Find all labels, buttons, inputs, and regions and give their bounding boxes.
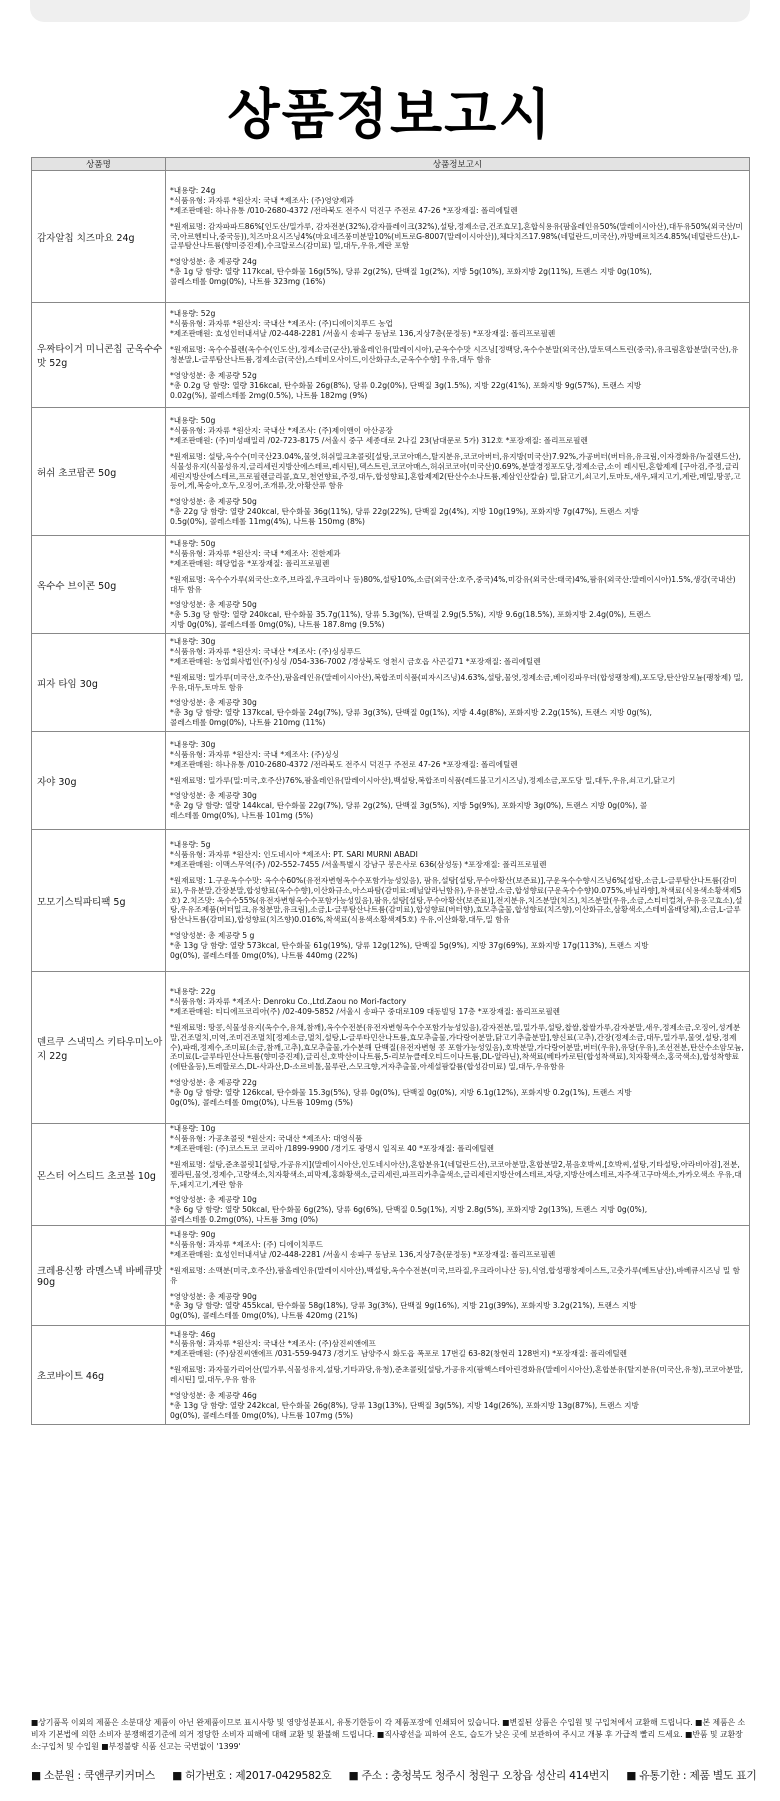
product-info [166, 171, 750, 303]
info-content: *내용량: 52g [170, 309, 216, 319]
table-row [32, 408, 750, 536]
company-info-line [31, 1768, 757, 1783]
info-nutrition-total: *영양성분: 총 제공량 10g [170, 1195, 257, 1205]
info-maker: *제조판매원: 해당업음 *포장재질: 폴리프로필렌 [170, 558, 330, 568]
info-content: *내용량: 46g [170, 1329, 216, 1339]
info-nutrition-values: *총 3g 당 함량: 열량 455kcal, 탄수화물 58g(18%), 당류 3g(3%), 단백질 9g(16%), 지방 21g(39%), 포화지방 3.2g(21%), 트랜스 지방 [170, 1301, 637, 1311]
table-row [32, 1124, 750, 1226]
info-nutrition-values: *총 1g 당 함량: 열량 117kcal, 탄수화물 16g(5%), 당류 2g(2%), 단백질 1g(2%), 지방 5g(10%), 포화지방 2g(11%), 트랜스 지방 0g(10%), [170, 267, 652, 277]
info-nutrition-values-cont: 레스테롤 0mg(0%), 나트륨 101mg (5%) [170, 811, 314, 821]
info-content: *내용량: 5g [170, 840, 211, 850]
header-product-name: 상품명 [32, 158, 166, 171]
info-nutrition-values-cont: 콜레스테롤 0mg(0%), 나트륨 323mg (16%) [170, 277, 326, 287]
info-nutrition-total: *영양성분: 총 제공량 24g [170, 257, 257, 267]
table-row [32, 303, 750, 408]
info-nutrition-total: *영양성분: 총 제공량 30g [170, 698, 257, 708]
info-nutrition-values: *총 13g 당 함량: 열량 242kcal, 탄수화물 26g(8%), 당류 13g(13%), 단백질 3g(5%), 지방 14g(26%), 포화지방 13g(87%), 트랜스 지방 [170, 1400, 639, 1410]
info-content: *내용량: 90g [170, 1230, 216, 1240]
product-name: 피자 타임 30g [32, 634, 166, 732]
info-nutrition-total: *영양성분: 총 제공량 90g [170, 1291, 257, 1301]
info-content: *내용량: 22g [170, 987, 216, 997]
product-info [166, 634, 750, 732]
table-body [32, 171, 750, 1425]
info-maker: *제조판매원: 이맥스무역(주) /02-552-7455 /서울특별시 강남구 봉은사로 636(삼성동) *포장재질: 폴리프로필렌 [170, 859, 547, 869]
product-info [166, 536, 750, 634]
table-row [32, 1326, 750, 1425]
address-info: ■ 주소 : 충청북도 청주시 청원구 오창읍 성산리 414번지 [348, 1769, 610, 1782]
license-info: ■ 허가번호 : 제2017-0429582호 [172, 1769, 332, 1782]
info-nutrition-total: *영양성분: 총 제공량 50g [170, 600, 257, 610]
info-content: *내용량: 10g [170, 1124, 216, 1133]
info-type: *식품유형: 과자류 *원산지: 국내산 *제조사: (주)삼진씨앤에프 [170, 1339, 376, 1349]
info-nutrition-values: *총 6g 당 함량: 열량 50kcal, 탄수화물 6g(2%), 당류 6g(6%), 단백질 0.5g(1%), 지방 2.8g(5%), 포화지방 2g(13%), 트랜스 지방 0g(0%), [170, 1205, 648, 1215]
product-name: 허쉬 초코팝콘 50g [32, 408, 166, 536]
info-ingredients: *원재료명: 땅콩,식물성유지(옥수수,유채,참깨),옥수수전분(유전자변형옥수수포함가능성있음),감자전분,밀,밀가루,설탕,찹쌀,찹쌀가루,감자분말,새우,정제소금,오징어,성게분말,건조멸치,미역,조미건조멸치[정제소금,멸치,설탕,L-글루타민산나트륨,효모추출물,가다랑어분말,닭고기추출분말],향신료(고추),간장(정제소금,대두,밀가루,물엿,설탕,정제수),파래,정제수,조미료(소금,참깨,고추),효모추출물,가수분해 단백질(유전자변형 콩 포함가능성있음),호박분말,가다랑어분말,버터(우유),유당(우유),조선전분,탄산수소암모늄,조미료(L-글루타민산나트륨(향미증진제),글리신,호박산이나트륨,5-리보뉴클레오티드이나트륨,DL-알라닌),착색료(베타카로틴(합성착색료),치자황색소,홍국색소),합성착향료(에탄올등),트레할로스,DL-사과산,D-소르비톨,물루란,스모크향,겨자추출물,아세설팜칼륨(합성감미료) 밀,대두,우유함유 [170, 1022, 744, 1072]
info-nutrition-values-cont: 0.02g(%), 콜레스테롤 2mg(0.5%), 나트륨 182mg (9%) [170, 390, 368, 400]
info-content: *내용량: 30g [170, 739, 216, 749]
info-nutrition-total: *영양성분: 총 제공량 46g [170, 1391, 257, 1401]
info-nutrition-values: *총 0.2g 당 함량: 열량 316kcal, 탄수화물 26g(8%), 당류 0.2g(0%), 단백질 3g(1.5%), 지방 22g(41%), 포화지방 9g(57%), 트랜스 지방 [170, 380, 642, 390]
info-ingredients: *원재료명: 밀가루(밀:미국,호주산)76%,팜올레인유(말레이시아산),백설탕,복합조미식품(레드불고기시즈닝),정제소금,포도당 밀,대두,우유,쇠고기,닭고기 [170, 775, 676, 785]
info-type: *식품유형: 과자류 *원산지: 국내산 *제조사: (주)디에이치푸드 농업 [170, 319, 393, 329]
info-type: *식품유형: 과자류 *원산지: 국내산 *제조사: (주)싱싱푸드 [170, 646, 362, 656]
info-nutrition-values-cont: 지방 0g(0%), 콜레스테롤 0mg(0%), 나트륨 187.8mg (9.5%) [170, 620, 385, 630]
info-type: *식품유형: 과자류 *원산지: 국내 *제조사: 진한제과 [170, 548, 341, 558]
info-nutrition-total: *영양성분: 총 제공량 22g [170, 1078, 257, 1088]
info-nutrition-values-cont: 콜레스테롤 0mg(0%), 나트륨 210mg (11%) [170, 718, 326, 728]
expiry-info: ■ 유통기한 : 제품 별도 표기 [626, 1769, 757, 1782]
info-content: *내용량: 30g [170, 636, 216, 646]
info-nutrition-values-cont: 콜레스테롤 0.2mg(0%), 나트륨 3mg (0%) [170, 1215, 319, 1225]
info-ingredients: *원재료명: 소맥분(미국,호주산),팜올레인유(말레이시아산),백설탕,옥수수전분(미국,브라질,우크라이나산 등),식염,합성팽창제이스트,고춧가루(베트남산),바베큐시즈닝 밀 함유 [170, 1265, 740, 1285]
product-info [166, 732, 750, 830]
header-product-info: 상품정보고시 [166, 158, 750, 171]
info-nutrition-values: *총 2g 당 함량: 열량 144kcal, 탄수화물 22g(7%), 당류 2g(2%), 단백질 3g(5%), 지방 5g(9%), 포화지방 3g(0%), 트랜스 지방 0g(0%), 콜 [170, 801, 648, 811]
product-name: 옥수수 브이콘 50g [32, 536, 166, 634]
info-nutrition-values-cont: 0g(0%), 콜레스테롤 0mg(0%), 나트륨 109mg (5%) [170, 1098, 353, 1108]
product-name: 자야 30g [32, 732, 166, 830]
top-tab-bar [30, 0, 750, 22]
info-maker: *제조판매원: 효성인터내셔날 /02-448-2281 /서울시 송파구 동남로 136,지상7층(문정동) *포장재질: 폴리프로필렌 [170, 329, 556, 339]
table-row [32, 634, 750, 732]
info-type: *식품유형: 과자류 *제조사: (주) 디에이치푸드 [170, 1239, 323, 1249]
table-row [32, 732, 750, 830]
product-info [166, 1226, 750, 1326]
product-info [166, 830, 750, 972]
product-info [166, 972, 750, 1124]
info-content: *내용량: 24g [170, 185, 216, 195]
info-maker: *제조판매원: (주)미성패밀리 /02-723-8175 /서울시 중구 세종대로 2나길 23(남대문로 5가) 312호 *포장재질: 폴리프로필렌 [170, 435, 588, 445]
info-nutrition-total: *영양성분: 총 제공량 5 g [170, 931, 255, 941]
info-ingredients: *원재료명: 밀가루(미국산,호주산),팜올레인유(말레이시아산),복합조미식품(피자시즈닝)4.63%,설탕,물엿,정제소금,베이킹파우더(합성팽창제),포도당,탄산암모늄(팽창제) 밀,우유,대두,토마토 함유 [170, 672, 744, 692]
info-nutrition-values: *총 13g 당 함량: 열량 573kcal, 탄수화물 61g(19%), 당류 12g(12%), 단백질 5g(9%), 지방 37g(69%), 포화지방 17g(113%), 트랜스 지방 [170, 941, 649, 951]
product-info [166, 408, 750, 536]
info-nutrition-values-cont: 0.5g(0%), 콜레스테롤 11mg(4%), 나트륨 150mg (8%) [170, 517, 365, 527]
info-content: *내용량: 50g [170, 415, 216, 425]
info-maker: *제조판매원: (주)코스트코 코리아 /1899-9900 /경기도 광명시 일직로 40 *포장재질: 폴리에틸렌 [170, 1143, 494, 1153]
info-maker: *제조판매원: 하나유통 /010-2680-4372 /전라북도 전주시 덕진구 주전로 47-26 *포장재질: 폴리에틸렌 [170, 759, 518, 769]
info-ingredients: *원재료명: 옥수수볼렌(옥수수(인도산),정제소금(군산),팜올레인유(말레이시아),군옥수수맛 시즈닝[정백당,옥수수분말(외국산),말토덱스트린(중국),유크림혼합분말(국산),유청분말,L-글루탐산나트륨,정제소금(국산),스테비오사이드,이산화규소,군옥수수향] 우유,대두 함유 [170, 345, 739, 364]
table-row [32, 171, 750, 303]
info-nutrition-total: *영양성분: 총 제공량 30g [170, 791, 257, 801]
seller-info: ■ 소분원 : 쿡앤쿠키커머스 [31, 1769, 155, 1782]
info-nutrition-values-cont: 0g(0%), 콜레스테롤 0mg(0%), 나트륨 440mg (22%) [170, 951, 358, 961]
info-content: *내용량: 50g [170, 538, 216, 548]
info-nutrition-values-cont: 0g(0%), 콜레스테롤 0mg(0%), 나트륨 420mg (21%) [170, 1311, 358, 1321]
info-maker: *제조판매원: 티디에프코리아(주) /02-409-5852 /서울시 송파구 중대로109 대동빌딩 17층 *포장재질: 폴리프로필렌 [170, 1006, 561, 1016]
product-info [166, 303, 750, 408]
product-info [166, 1124, 750, 1226]
info-nutrition-values-cont: 0g(0%), 콜레스테롤 0mg(0%), 나트륨 107mg (5%) [170, 1410, 353, 1420]
table-row [32, 1226, 750, 1326]
info-ingredients: *원재료명: 감자파파드86%[인도산/밀가루, 감자전분(32%),감자플레이크(32%),설탕,정제소금,건조효모],혼합식용유(팜올레인유50%(말레이시아산),대두유50%(외국산/미국,아르헨티나,중국등)),치즈마요시즈닝4%(마요네즈풍미분말10%(비트로G-8007(말레이시아산)),체다치즈17.98%(네덜란드,미국산),까망베르치즈4.85%(네덜란드산),L-글루탐산나트륨(향미증진제),수크랄로스(감미료) 밀,대두,우유,계란 포함 [170, 221, 743, 251]
info-type: *식품유형: 과자류 *원산지: 국내 *제조사: (주)싱싱 [170, 749, 340, 759]
product-notice-table [31, 157, 750, 1425]
info-type: *식품유형: 과자류 *원산지: 국내산 *제조사: (주)제이앤이 아산공장 [170, 425, 393, 435]
product-name: 감자알칩 치즈마요 24g [32, 171, 166, 303]
info-nutrition-values: *총 22g 당 함량: 열량 240kcal, 탄수화물 36g(11%), 당류 22g(22%), 단백질 2g(4%), 지방 10g(19%), 포화지방 7g(47%), 트랜스 지방 [170, 507, 639, 517]
product-name: 모모기스틱파티팩 5g [32, 830, 166, 972]
info-type: *식품유형: 과자류 *원산지: 국내 *제조사: (주)영양제과 [170, 195, 354, 205]
info-nutrition-total: *영양성분: 총 제공량 50g [170, 497, 257, 507]
notice-footer [31, 1717, 749, 1753]
info-type: *식품유형: 과자류 *제조사: Denroku Co.,Ltd.Zaou no Mori-factory [170, 996, 407, 1006]
info-ingredients: *원재료명: 설탕,옥수수(미국산23.04%,물엿,허쉬밀크초콜릿[설탕,코코아매스,탈지분유,코코아버터,유지방(미국산)7.92%,가공버터(버터유,유크림,이자경화유/뉴질랜드산),식물성유지(식물성유지,글리세린지방산에스테르,레시틴),덱스트린,코코아매스,허쉬코코아(미국산)0.69%,분말경정포도당,정제소금,소이 레시틴,혼합제제 [구아검,주정,글리세린지방산에스테르,프로필렌글리콜,효모,천연향료,주정,대두,합성향료],혼합제제2(탄산수소나트륨,제삼인산칼슘) 밀,닭고기,쇠고기,토마토,새우,돼지고기,계란,메밀,땅콩,고등어,게,복숭아,호두,오징어,조개류,잣,아황산류 함유 [170, 451, 741, 491]
footer-notice-text: ■상기품목 이외의 제품은 소분대상 제품이 아닌 완제품이므로 표시사항 및 영양성분표시, 유통기한등이 각 제품포장에 인쇄되어 있습니다. ■변질된 상품은 수입원 및 구입처에서 교환해 드립니다. ■본 제품은 소비자 기본법에 의한 소비자 분쟁해결기준에 의거 정당한 소비자 피해에 대해 교환 및 환불해 드립니다. ■직사광선을 피하여 온도, 습도가 낮은 곳에 보관하여 주시고 개봉 후 가급적 빨리 드세요. ■반품 및 교환장소:구입처 및 수입원 ■부정불량 식품 신고는 국번없이 '1399' [31, 1718, 746, 1751]
product-info [166, 1326, 750, 1425]
product-name: 초코바이트 46g [32, 1326, 166, 1425]
table-header-row [32, 158, 750, 171]
product-name: 몬스터 어스티드 초코볼 10g [32, 1124, 166, 1226]
info-type: *식품유형: 과자류 *원산지: 인도네시아 *제조사: PT. SARI MURNI ABADI [170, 849, 418, 859]
info-ingredients: *원재료명: 과자물가리어산(밀가루,식물성유지,설탕,기타과당,유청),준초콜릿[설탕,가공유지(팜핵스테아린경화유(말레이시아산),혼합분유(탈지분유(미국산,유청),코코아분말,레시틴] 밀,대두,우유 함유 [170, 1365, 744, 1385]
info-maker: *제조판매원: 농업회사법인(주)싱싱 /054-336-7002 /경상북도 영천시 금호읍 사곤길71 *포장재질: 폴리에틸렌 [170, 656, 541, 666]
product-name: 덴르쿠 스낵믹스 키타우미노아지 22g [32, 972, 166, 1124]
info-maker: *제조판매원: 효성인터내셔날 /02-448-2281 /서울시 송파구 동남로 136,지상7층(문정동) *포장재질: 폴리프로필렌 [170, 1249, 556, 1259]
info-ingredients: *원재료명: 1.구운옥수수맛: 옥수수60%(유전자변형옥수수포함가능성있음), 팜유,설탕[설탕,무수아황산(보존료)],구운옥수수향시즈닝6%[설탕,소금,L-글루탐산나트륨(감미료),우유분말,간장분말,합성향료(옥수수향),이산화규소,아스파탐(감미료:페닐알라닌함유),우유분말,소금,합성향료(구운옥수수향)0.075%,바닐라향],착색료(식용색소황색제5호) 2.치즈맛: 옥수수55%(유전자변형옥수수포함가능성있음),팜유,설탕[설탕,무수아황산(보존료)],전지분유,치즈분말(치즈),치즈분말(우유,소금,스티터컬쳐,우유응고효소),설탕,우유조제품(버터밀크,유청분말,유크림),소금,L-글루탐산나트륨(감미료),합성향료(버터향),효모추출물,합성향료(치즈향),이산화규소,삼황색소,스테비올배당체),소금,L-글루탐산나트륨(감미료),합성향료(치즈향)0.016%,착색료(식용색소황색제5호) 우유,이산화황,대두,밀 함유 [170, 875, 743, 925]
info-ingredients: *원재료명: 설탕,준초콜릿1[설탕,가공유지](말레이시아산,인도네시아산),혼합분유1(네덜란드산),코코아분말,혼합분말2,볶음호박씨,[호박씨,설탕,기타설탕,아라비아검],전분,젤라틴,물엿,정제수,고량색소,치자황색소,피막제,홍화황색소,글리세린,파프리카추출색소,글리세린지방산에스테르,자당,지방산에스테르,자주색고구마색소,카카오색소 우유,대두,돼지고기,계란 함유 [170, 1159, 742, 1189]
info-maker: *제조판매원: (주)삼진씨앤에프 /031-559-9473 /경기도 남양주시 화도읍 폭포로 17번길 63-82(창현리 128번지) *포장재질: 폴리에틸렌 [170, 1349, 627, 1359]
info-ingredients: *원재료명: 옥수수가루(외국산:호주,브라질,우크라이나 등)80%,설탕10%,소금(외국산:호주,중국)4%,미강유(외국산:태국)4%,팜유(외국산:말레이시아)1.5%,생강(국내산) 대두 함유 [170, 574, 736, 594]
info-maker: *제조판매원: 하나유통 /010-2680-4372 /전라북도 전주시 덕진구 주전로 47-26 *포장재질: 폴리에틸렌 [170, 205, 518, 215]
info-nutrition-values: *총 5.3g 당 함량: 열량 240kcal, 탄수화물 35.7g(11%), 당류 5.3g(%), 단백질 2.9g(5.5%), 지방 9.6g(18.5%), 포화지방 2.4g(0%), 트랜스 [170, 610, 651, 620]
info-type: *식품유형: 가공초콜릿 *원산지: 국내산 *제조사: 대영식품 [170, 1133, 363, 1143]
table-row [32, 830, 750, 972]
info-nutrition-values: *총 3g 당 함량: 열량 137kcal, 탄수화물 24g(7%), 당류 3g(3%), 단백질 0g(1%), 지방 4.4g(8%), 포화지방 2.2g(15%), 트랜스 지방 0g(%), [170, 708, 652, 718]
table-row [32, 536, 750, 634]
info-nutrition-values: *총 0g 당 함량: 열량 126kcal, 탄수화물 15.3g(5%), 당류 0g(0%), 단백질 0g(0%), 지방 6.1g(12%), 포화지방 0.2g(1%), 트랜스 지방 [170, 1088, 632, 1098]
page-title: 상품정보고시 [227, 83, 553, 146]
info-nutrition-total: *영양성분: 총 제공량 52g [170, 370, 257, 380]
product-name: 우짜타이거 미니콘칩 군옥수수맛 52g [32, 303, 166, 408]
product-name: 크레용신짱 라멘스낵 바베큐맛 90g [32, 1226, 166, 1326]
table-row [32, 972, 750, 1124]
